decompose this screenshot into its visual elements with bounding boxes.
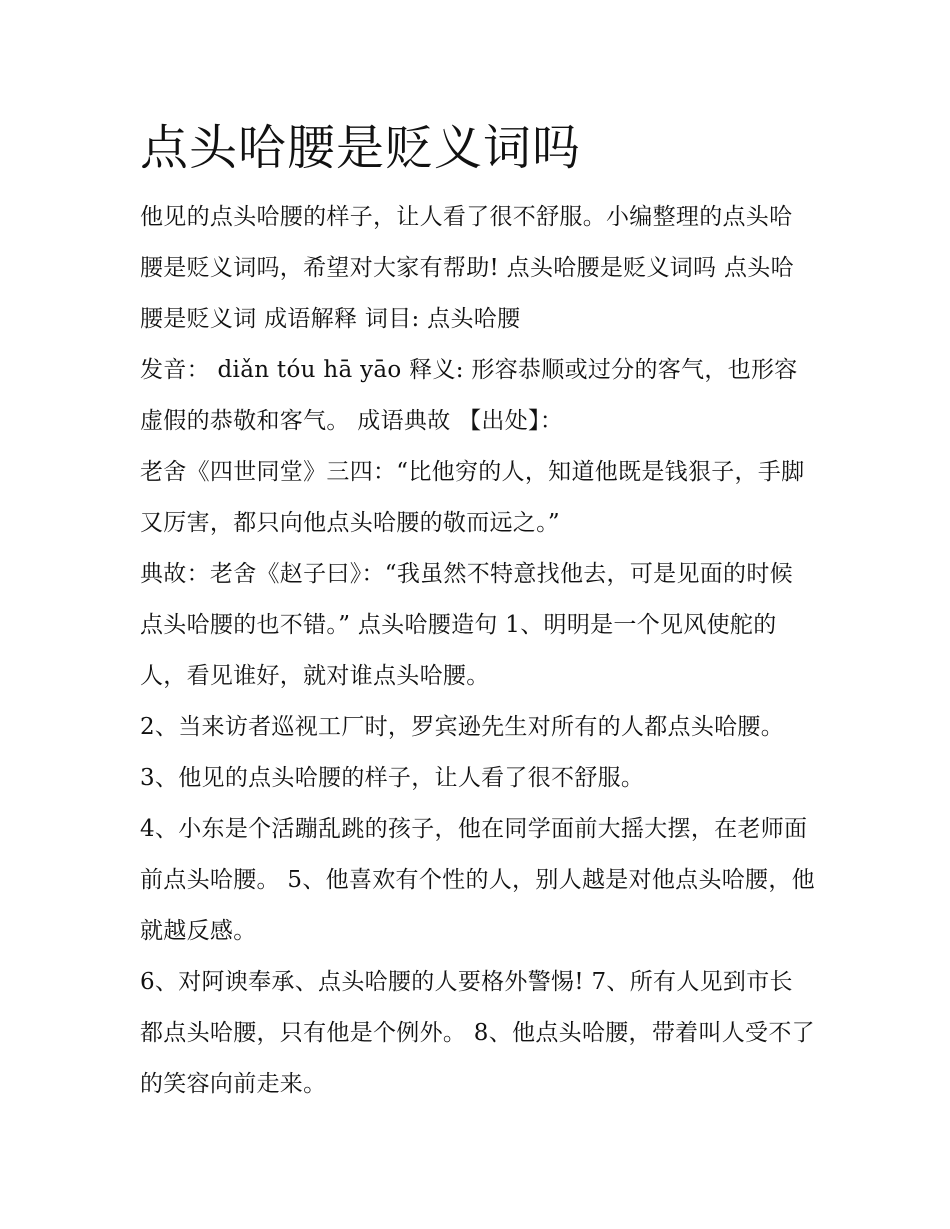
paragraph-examples-4-5: 4、小东是个活蹦乱跳的孩子，他在同学面前大摇大摆，在老师面前点头哈腰。 5、他喜欢有个性的人，别人越是对他点头哈腰，他就越反感。 xyxy=(140,816,815,944)
paragraph-pronunciation: 发音： diǎn tóu hā yāo 释义: 形容恭顺或过分的客气，也形容虚假的恭敬和客气。 成语典故 【出处】： xyxy=(140,357,798,434)
paragraph-examples-6-8: 6、对阿谀奉承、点头哈腰的人要格外警惕! 7、所有人见到市长都点头哈腰，只有他是个例外。 8、他点头哈腰，带着叫人受不了的笑容向前走来。 xyxy=(140,969,815,1097)
document-title: 点头哈腰是贬义词吗 xyxy=(140,120,582,176)
paragraph-examples-2-3: 2、当来访者巡视工厂时，罗宾逊先生对所有的人都点头哈腰。 3、他见的点头哈腰的样子，让人看了很不舒服。 xyxy=(140,714,785,791)
paragraph-source-quote: 老舍《四世同堂》三四：“比他穷的人，知道他既是钱狠子，手脚又厉害，都只向他点头哈腰的敬而远之。” xyxy=(140,459,805,536)
paragraph-intro: 他见的点头哈腰的样子，让人看了很不舒服。小编整理的点头哈腰是贬义词吗，希望对大家有帮助! 点头哈腰是贬义词吗 点头哈腰是贬义词 成语解释 词目: 点头哈腰 xyxy=(140,204,794,332)
document-page xyxy=(140,118,815,1110)
paragraph-allusion: 典故：老舍《赵子曰》：“我虽然不特意找他去，可是见面的时候点头哈腰的也不错。” 点头哈腰造句 1、明明是一个见风使舵的人，看见谁好，就对谁点头哈腰。 xyxy=(140,561,793,689)
